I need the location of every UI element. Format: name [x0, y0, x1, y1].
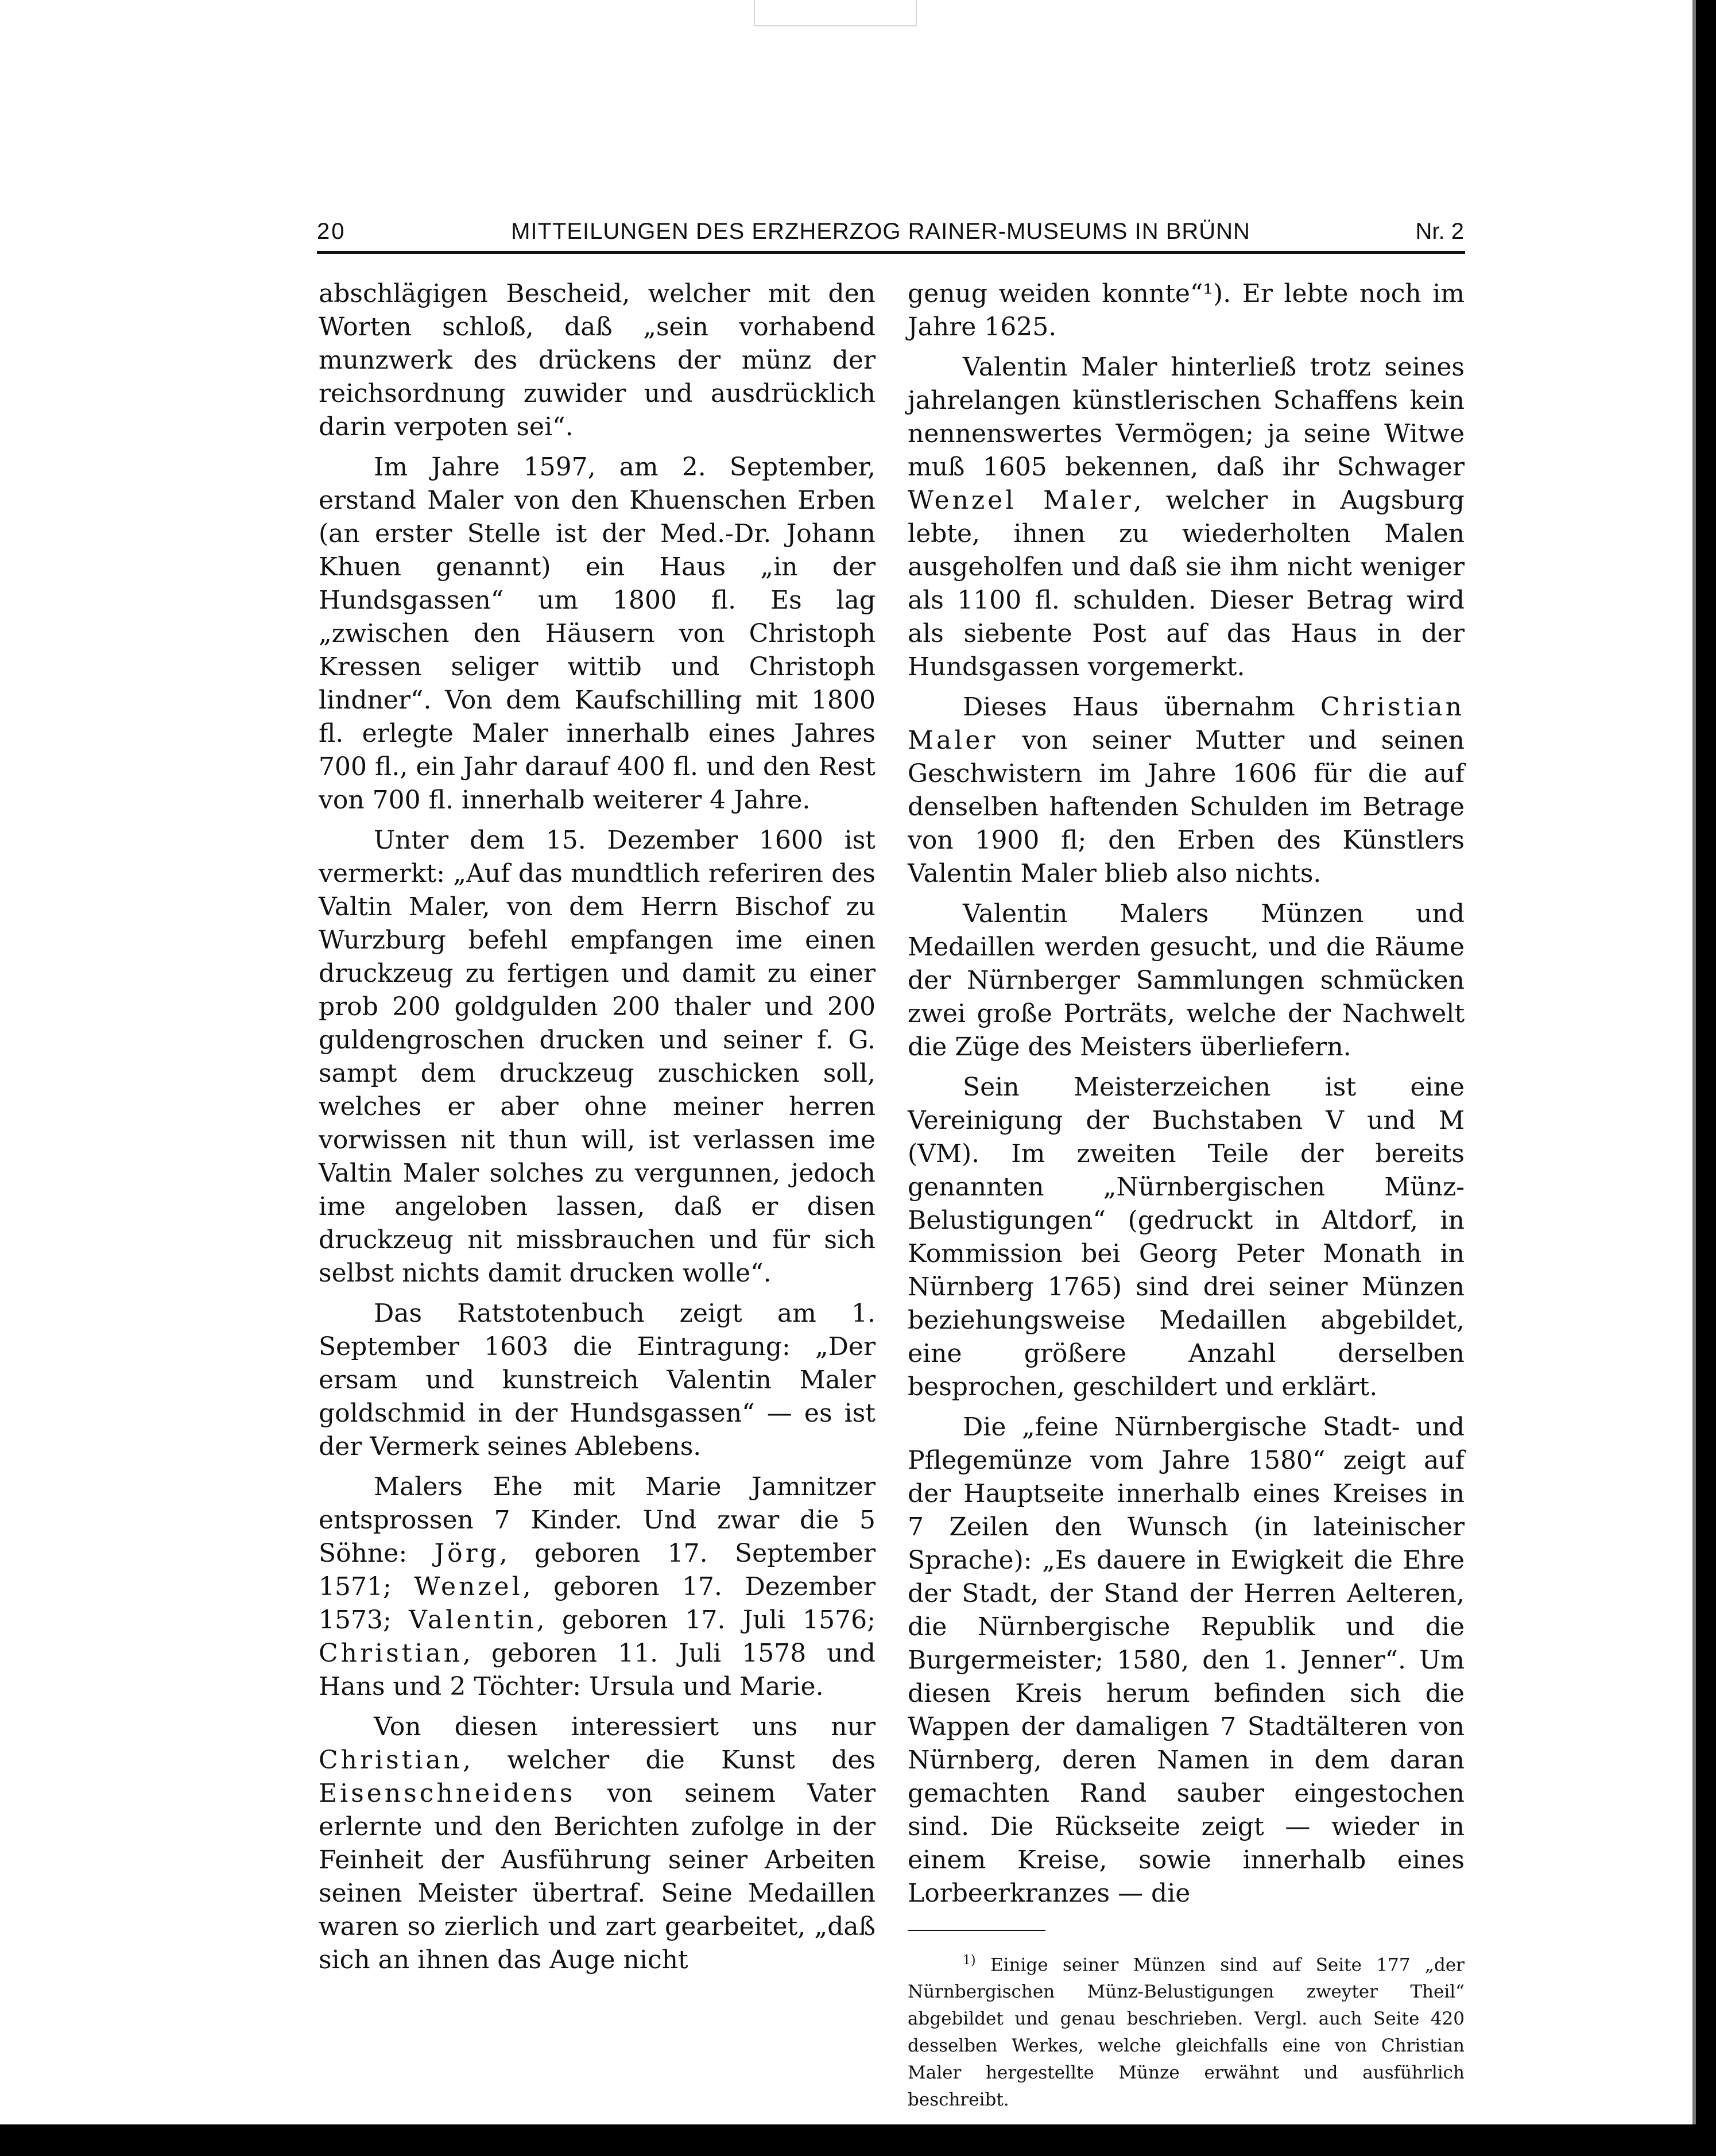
text-run: Valentin Maler hinterließ trotz seines jahrelangen künstlerischen Schaffens kein nennenswertes Vermögen; ja seine Witwe muß 1605 bekennen, daß ihr Schwager [908, 353, 1465, 482]
text-run: Von diesen interessiert uns nur [374, 1712, 876, 1741]
paragraph: Im Jahre 1597, am 2. September, erstand Maler von den Khuenschen Erben (an erster Stelle ist der Med.-Dr. Johann Khuen genannt) ein Haus „in der Hundsgassen“ um 1800 fl. Es lag „zwischen den Häusern von Christoph Kressen seliger wittib und Christoph lindner“. Von dem Kaufschilling mit 1800 fl. erlegte Maler innerhalb eines Jahres 700 fl., ein Jahr darauf 400 fl. und den Rest von 700 fl. innerhalb weiterer 4 Jahre. [319, 452, 876, 815]
name-spaced: Christian Maler [908, 692, 1465, 755]
paragraph: genug weiden konnte“¹). Er lebte noch im Jahre 1625. [908, 279, 1465, 342]
running-header [317, 211, 1464, 251]
text-run: Malers Ehe mit Marie Jamnitzer entsprossen 7 Kinder. Und zwar die 5 Söhne: [319, 1472, 876, 1568]
paragraph: Die „feine Nürnbergische Stadt- und Pflegemünze vom Jahre 1580“ zeigt auf der Hauptseite innerhalb eines Kreises in 7 Zeilen den Wunsch (in lateinischer Sprache): „Es dauere in Ewigkeit die Ehre der Stadt, der Stand der Herren Aelteren, die Nürnbergische Republik und die Burgermeister; 1580, den 1. Jenner“. Um diesen Kreis herum befinden sich die Wappen der damaligen 7 Stadtälteren von Nürnberg, deren Namen in dem daran gemachten Rand sauber eingestochen sind. Die Rückseite zeigt — wieder in einem Kreise, sowie innerhalb eines Lorbeerkranzes — die [908, 1412, 1465, 1908]
left-column [319, 277, 876, 1984]
text-run: , welcher die Kunst des [463, 1745, 876, 1775]
footnote-marker: 1) [963, 1953, 976, 1968]
paragraph [908, 691, 1465, 891]
text-run: von seiner Mutter und seinen Geschwistern im Jahre 1606 für die auf denselben haftenden Schulden im Betrage von 1900 fl; den Erben des Künstlers Valentin Maler blieb also nichts. [908, 726, 1465, 888]
paragraph [908, 351, 1465, 684]
name-spaced: Christian [319, 1639, 463, 1668]
page-number: 20 [317, 218, 346, 244]
header-rule [317, 251, 1465, 254]
text-run: , welcher in Augsburg lebte, ihnen zu wiederholten Malen ausgeholfen und daß sie ihm nicht weniger als 1100 fl. schulden. Dieser Betrag wird als siebente Post auf das Haus in der Hundsgassen vorgemerkt. [908, 486, 1465, 682]
term-spaced: Eisenschneidens [319, 1779, 576, 1808]
name-spaced: Valentin [409, 1605, 537, 1635]
right-column [908, 277, 1465, 2120]
footnote-rule [908, 1930, 1045, 1931]
scan-crop-mark [754, 0, 917, 26]
text-run: von seinem Vater erlernte und den Berichten zufolge in der Feinheit der Ausführung seiner Arbeiten seinen Meister übertraf. Seine Medaillen waren so zierlich und zart gearbeitet, „daß sich an ihnen das Auge nicht [319, 1779, 876, 1975]
name-spaced: Wenzel [414, 1572, 523, 1601]
paragraph: Unter dem 15. Dezember 1600 ist vermerkt: „Auf das mundtlich referiren des Valtin Maler, von dem Herrn Bischof zu Wurzburg befehl empfangen ime einen druckzeug zu fertigen und damit zu einer prob 200 goldgulden 200 thaler und 200 guldengroschen drucken und seiner f. G. sampt dem druckzeug zuschicken soll, welches er aber ohne meiner herren vorwissen nit thun will, ist verlassen ime Valtin Maler solches zu vergunnen, jedoch ime angeloben lassen, daß er disen druckzeug nit missbrauchen und für sich selbst nichts damit drucken wolle“. [319, 826, 876, 1288]
name-spaced: Christian [319, 1745, 463, 1775]
journal-title: MITTEILUNGEN DES ERZHERZOG RAINER-MUSEUMS IN BRÜNN [511, 218, 1250, 244]
paragraph: Das Ratstotenbuch zeigt am 1. September 1603 die Eintragung: „Der ersam und kunstreich Valentin Maler goldschmid in der Hundsgassen“ — es ist der Vermerk seines Ablebens. [319, 1299, 876, 1461]
page-edge-shadow [1692, 0, 1696, 2124]
paragraph: Valentin Malers Münzen und Medaillen werden gesucht, und die Räume der Nürnberger Sammlungen schmücken zwei große Porträts, welche der Nachwelt die Züge des Meisters überliefern. [908, 899, 1465, 1062]
text-run: Dieses Haus übernahm [963, 692, 1320, 722]
text-run: , geboren 17. September 1571; [319, 1539, 876, 1601]
paragraph [319, 1470, 876, 1704]
footnote-text: Einige seiner Münzen sind auf Seite 177 „der Nürnbergischen Münz-Belustigungen zweyter Theil“ abgebildet und genau beschrieben. Vergl. auch Seite 420 desselben Werkes, welche gleichfalls eine von Christian Maler hergestellte Münze erwähnt und ausführlich beschreibt. [908, 1954, 1465, 2111]
text-run: , geboren 17. Dezember 1573; [319, 1572, 876, 1635]
footnote [908, 1947, 1465, 2114]
name-spaced: Jörg [434, 1539, 499, 1568]
paragraph: abschlägigen Bescheid, welcher mit den Worten schloß, daß „sein vorhabend munzwerk des drückens der münz der reichsordnung zuwider und ausdrücklich darin verpoten sei“. [319, 279, 876, 442]
name-spaced: Wenzel Maler [908, 486, 1134, 515]
paragraph [319, 1710, 876, 1977]
paragraph: Sein Meisterzeichen ist eine Vereinigung der Buchstaben V und M (VM). Im zweiten Teile der bereits genannten „Nürnbergischen Münz-Belustigungen“ (gedruckt in Altdorf, in Kommission bei Georg Peter Monath in Nürnberg 1765) sind drei seiner Münzen beziehungsweise Medaillen abgebildet, eine größere Anzahl derselben besprochen, geschildert und erklärt. [908, 1073, 1465, 1402]
text-run: , geboren 17. Juli 1576; [536, 1605, 876, 1635]
text-run: , geboren 11. Juli 1578 und Hans und 2 Töchter: Ursula und Marie. [319, 1639, 876, 1701]
issue-number: Nr. 2 [1415, 218, 1464, 244]
